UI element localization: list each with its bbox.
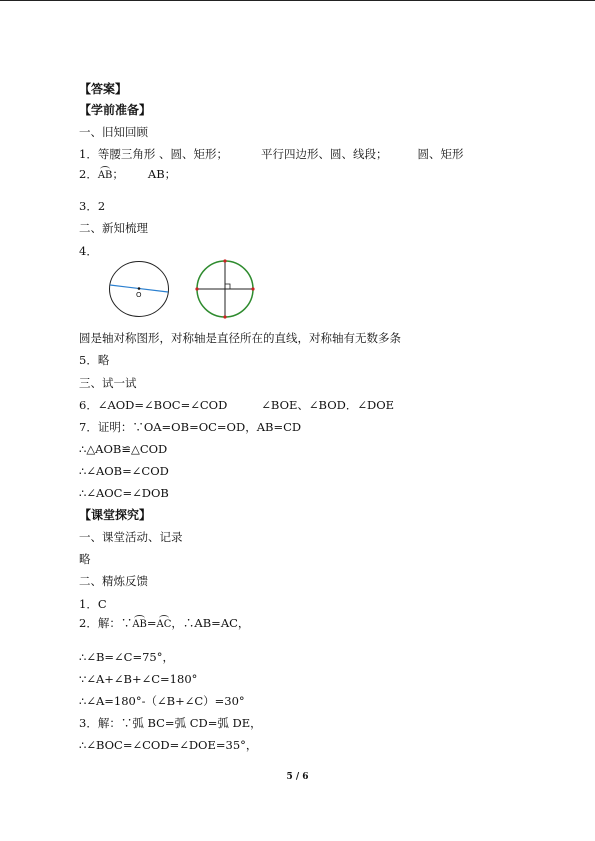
q6: [79, 398, 394, 412]
page-number: 5 / 6: [286, 772, 309, 782]
q3: 3．2: [79, 199, 106, 213]
q2-num: 2．: [79, 167, 98, 181]
q4-text: 圆是轴对称图形，对称轴是直径所在的直线，对称轴有无数多条: [79, 331, 401, 345]
q4: 4．: [79, 244, 98, 258]
center-point: [138, 287, 141, 290]
heading-feedback: 二、精炼反馈: [79, 574, 148, 588]
q7-line-1: 7．证明：∵OA=OB=OC=OD，AB=CD: [79, 420, 302, 434]
p2-line-3: ∴∠A=180°-（∠B+∠C）=30°: [79, 694, 245, 708]
section-title-explore: 【课堂探究】: [79, 508, 152, 522]
p2-eq: =: [146, 616, 157, 630]
heading-try: 三、试一试: [79, 376, 137, 390]
q6-a: 6．∠AOD=∠BOC=∠COD: [79, 398, 228, 412]
right-angle-mark: [225, 284, 230, 289]
p2: [79, 615, 249, 630]
heading-review: 一、旧知回顾: [79, 125, 148, 139]
q5: 5．略: [79, 353, 110, 367]
q7-line-2: ∴△AOB≌△COD: [79, 442, 168, 456]
point-right: [251, 287, 254, 290]
heading-new-knowledge: 二、新知梳理: [79, 221, 148, 235]
center-label: O: [136, 291, 142, 299]
heading-activity: 一、课堂活动、记录: [79, 530, 183, 544]
activity-text: 略: [79, 552, 91, 566]
point-bottom: [223, 315, 226, 318]
p2-line-2: ∵∠A+∠B+∠C=180°: [79, 672, 198, 686]
section-title-prep: 【学前准备】: [79, 103, 152, 117]
point-top: [223, 259, 226, 262]
arc-ab-2: AB: [132, 615, 147, 630]
p2-post: ，∴AB=AC，: [171, 616, 250, 630]
arc-ac: AC: [157, 615, 172, 630]
q1-c: 圆、矩形: [417, 147, 464, 161]
p3-line-1: 3．解：∵弧 BC=弧 CD=弧 DE，: [79, 716, 262, 730]
q6-b: ∠BOE、∠BOD．∠DOE: [261, 398, 395, 412]
q2-sep: ；: [112, 167, 124, 181]
q1-b: 平行四边形、圆、线段；: [260, 147, 388, 161]
p1: 1．C: [79, 597, 107, 611]
p2-pre: 2．解：∵: [79, 616, 133, 630]
p3-line-2: ∴∠BOC=∠COD=∠DOE=35°，: [79, 738, 258, 752]
answer-header: 【答案】: [79, 82, 128, 96]
q7-line-3: ∴∠AOB=∠COD: [79, 464, 169, 478]
circle-diameter-figure: [105, 257, 173, 321]
q2-b: AB；: [147, 167, 177, 181]
q2: [79, 166, 176, 181]
q7-line-4: ∴∠AOC=∠DOB: [79, 486, 169, 500]
arc-ab: AB: [98, 166, 113, 181]
circle-perpendicular-figure: [192, 256, 258, 322]
q1: [79, 147, 463, 161]
point-left: [195, 287, 198, 290]
q1-a: 等腰三角形 、圆、矩形；: [97, 147, 228, 161]
p2-line-1: ∴∠B=∠C=75°，: [79, 650, 174, 664]
q1-num: 1．: [79, 147, 98, 161]
top-rule: [0, 0, 595, 1]
